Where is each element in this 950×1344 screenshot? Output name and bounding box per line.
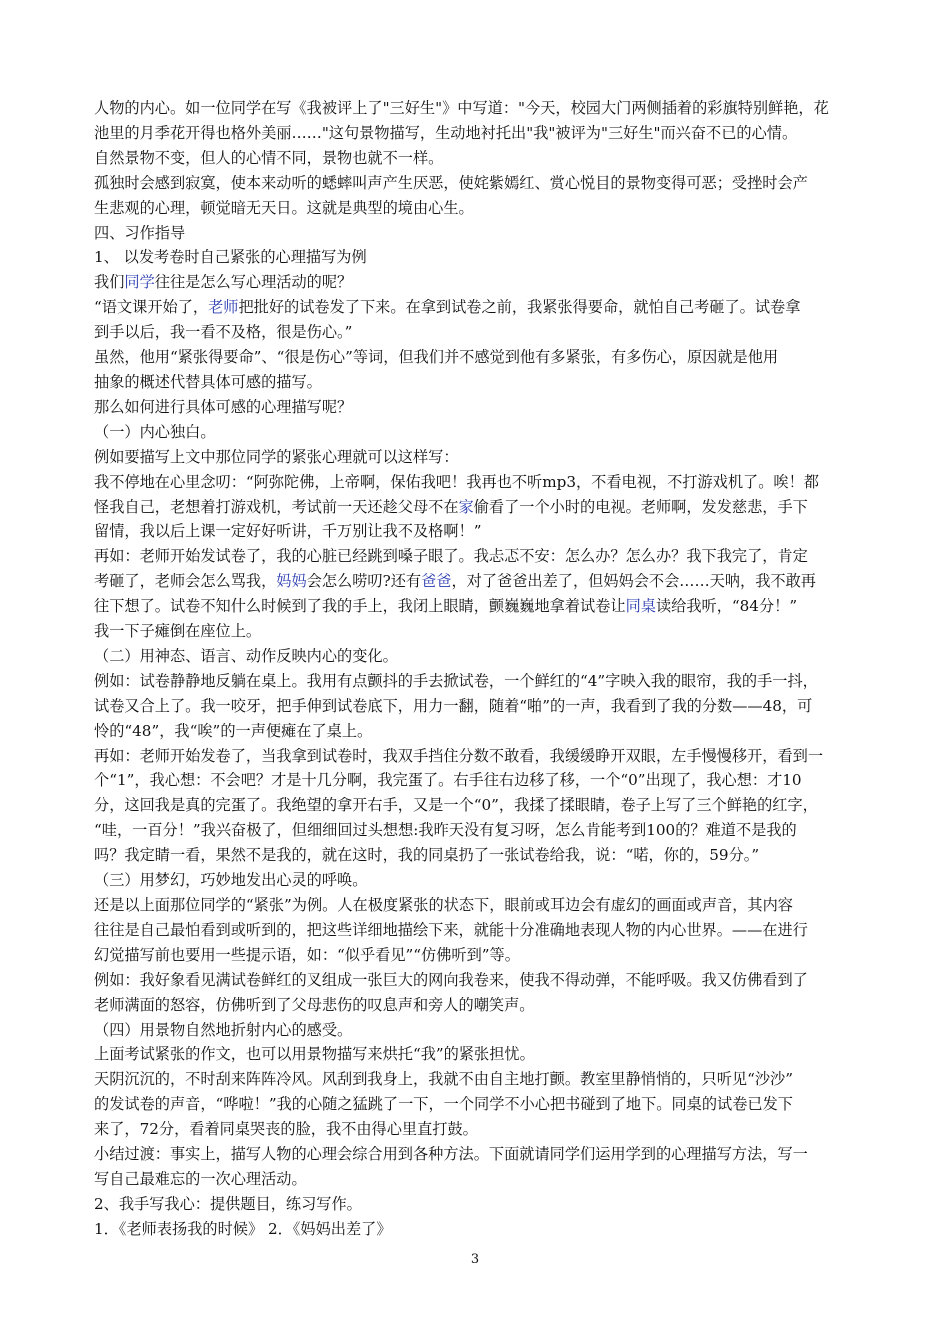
text-line: 抽象的概述代替具体可感的描写。 <box>94 372 322 391</box>
text-line: 留情，我以后上课一定好好听讲，千万别让我不及格啊！” <box>94 522 482 541</box>
paragraph <box>94 1192 866 1217</box>
text-line: 老师满面的怒容，仿佛听到了父母悲伤的叹息声和旁人的嘲笑声。 <box>94 995 535 1014</box>
text-line: “语文课开始了，老师把批好的试卷发了下来。在拿到试卷之前，我紧张得要命，就怕自己考砸了。试卷拿 <box>94 298 801 317</box>
paragraph <box>94 544 866 644</box>
text-line: 再如：老师开始发试卷了，我的心脏已经跳到嗓子眼了。我忐忑不安：怎么办？怎么办？我下我完了，肯定 <box>94 547 808 566</box>
paragraph <box>94 345 866 395</box>
paragraph <box>94 470 866 545</box>
text-line: （一）内心独白。 <box>94 422 216 441</box>
link-同桌[interactable]: 同桌 <box>625 597 656 616</box>
text-line: 生悲观的心理，顿觉暗无天日。这就是典型的境由心生。 <box>94 198 474 217</box>
text-line: 到手以后，我一看不及格，很是伤心。” <box>94 323 353 342</box>
text-line: 那么如何进行具体可感的心理描写呢？ <box>94 397 353 416</box>
paragraph <box>94 171 866 221</box>
text-line: 往往是自己最怕看到或听到的，把这些详细地描绘下来，就能十分准确地表现人物的内心世界。——在进行 <box>94 920 808 939</box>
text-line: 1、 以发考卷时自己紧张的心理描写为例 <box>94 248 367 267</box>
text-line: 2、我手写我心：提供题目，练习写作。 <box>94 1194 362 1213</box>
text-line: 的发试卷的声音，“哗啦！”我的心随之猛跳了一下，一个同学不小心把书碰到了地下。同桌的试卷已发下 <box>94 1095 793 1114</box>
text-line: 我们同学往往是怎么写心理活动的呢？ <box>94 273 353 292</box>
text-line: 例如要描写上文中那位同学的紧张心理就可以这样写： <box>94 447 459 466</box>
text-line: 池里的月季花开得也格外美丽……"这句景物描写，生动地衬托出"我"被评为"三好生"而兴奋不已的心情。 <box>94 123 798 142</box>
text-line: 试卷又合上了。我一咬牙，把手伸到试卷底下，用力一翻，随着“啪”的一声，我看到了我的分数——48，可 <box>94 696 813 715</box>
text-line: 我一下子瘫倒在座位上。 <box>94 622 262 641</box>
paragraph <box>94 669 866 744</box>
text-line: 1．《老师表扬我的时候》 2．《妈妈出差了》 <box>94 1219 392 1238</box>
text-line: 个“1”，我心想：不会吧？才是十几分啊，我完蛋了。右手往右边移了移，一个“0”出现了，我心想：才10 <box>94 771 802 790</box>
paragraph <box>94 744 866 869</box>
paragraph <box>94 295 866 345</box>
text-line: 幻觉描写前也要用一些提示语，如：“似乎看见”“仿佛听到”等。 <box>94 945 520 964</box>
text-line: 来了，72分，看着同桌哭丧的脸，我不由得心里直打鼓。 <box>94 1120 478 1139</box>
text-line: 写自己最难忘的一次心理活动。 <box>94 1169 307 1188</box>
document-body <box>94 96 866 1242</box>
text-line: 例如：我好象看见满试卷鲜红的叉组成一张巨大的网向我卷来，使我不得动弹，不能呼吸。我又仿佛看到了 <box>94 970 808 989</box>
paragraph <box>94 1142 866 1192</box>
text-line: （二）用神态、语言、动作反映内心的变化。 <box>94 646 398 665</box>
paragraph <box>94 395 866 420</box>
text-line: 孤独时会感到寂寞，使本来动听的蟋蟀叫声产生厌恶，使姹紫嫣红、赏心悦目的景物变得可恶；受挫时会产 <box>94 173 808 192</box>
text-line: 我不停地在心里念叨：“阿弥陀佛，上帝啊，保佑我吧！我再也不听mp3，不看电视，不打游戏机了。唉！都 <box>94 472 819 491</box>
text-line: 天阴沉沉的，不时刮来阵阵冷风。风刮到我身上，我就不由自主地打颤。教室里静悄悄的，只听见“沙沙” <box>94 1070 793 1089</box>
paragraph <box>94 1067 866 1142</box>
text-line: 往下想了。试卷不知什么时候到了我的手上，我闭上眼睛，颤巍巍地拿着试卷让同桌读给我听，“84分！” <box>94 597 798 616</box>
text-line: 还是以上面那位同学的“紧张”为例。人在极度紧张的状态下，眼前或耳边会有虚幻的画面或声音，其内容 <box>94 896 793 914</box>
text-line: 再如：老师开始发卷了，当我拿到试卷时，我双手挡住分数不敢看，我缓缓睁开双眼，左手慢慢移开，看到一 <box>94 746 823 765</box>
paragraph <box>94 1018 866 1043</box>
link-同学[interactable]: 同学 <box>124 273 155 292</box>
text-line: 人物的内心。如一位同学在写《我被评上了"三好生"》中写道："今天，校园大门两侧插着的彩旗特别鲜艳，花 <box>94 99 829 117</box>
page-number: 3 <box>470 1252 480 1267</box>
text-line: 吗？我定睛一看，果然不是我的，就在这时，我的同桌扔了一张试卷给我，说：“喏，你的，59分。” <box>94 846 760 865</box>
text-line: 怜的“48”，我“唉”的一声便瘫在了桌上。 <box>94 721 373 740</box>
paragraph <box>94 868 866 893</box>
paragraph <box>94 1042 866 1067</box>
text-line: （三）用梦幻，巧妙地发出心灵的呼唤。 <box>94 871 368 890</box>
text-line: 怪我自己，老想着打游戏机，考试前一天还趁父母不在家偷看了一个小时的电视。老师啊，发发慈悲，手下 <box>94 497 808 516</box>
text-line: 自然景物不变，但人的心情不同，景物也就不一样。 <box>94 148 444 167</box>
text-line: 虽然，他用“紧张得要命”、“很是伤心”等词，但我们并不感觉到他有多紧张，有多伤心，原因就是他用 <box>94 348 779 367</box>
paragraph <box>94 644 866 669</box>
text-line: 小结过渡：事实上，描写人物的心理会综合用到各种方法。下面就请同学们运用学到的心理描写方法，写一 <box>94 1145 808 1164</box>
paragraph <box>94 96 866 146</box>
paragraph <box>94 445 866 470</box>
text-line: （四）用景物自然地折射内心的感受。 <box>94 1020 353 1039</box>
text-line: 四、习作指导 <box>94 223 186 242</box>
paragraph <box>94 968 866 1018</box>
paragraph <box>94 245 866 270</box>
text-line: 上面考试紧张的作文，也可以用景物描写来烘托“我”的紧张担忧。 <box>94 1045 535 1064</box>
link-妈妈[interactable]: 妈妈 <box>276 572 307 591</box>
paragraph <box>94 146 866 171</box>
text-line: 例如：试卷静静地反躺在桌上。我用有点颤抖的手去掀试卷，一个鲜红的“4”字映入我的眼帘，我的手一抖， <box>94 671 818 690</box>
paragraph <box>94 420 866 445</box>
text-line: “哇，一百分！”我兴奋极了，但细细回过头想想:我昨天没有复习呀，怎么肯能考到100的？难道不是我的 <box>94 821 797 840</box>
paragraph <box>94 270 866 295</box>
link-家[interactable]: 家 <box>458 497 474 516</box>
link-老师[interactable]: 老师 <box>208 298 239 317</box>
paragraph <box>94 1217 866 1242</box>
link-爸爸[interactable]: 爸爸 <box>421 572 452 591</box>
paragraph <box>94 221 866 246</box>
text-line: 考砸了，老师会怎么骂我，妈妈会怎么唠叨?还有爸爸，对了爸爸出差了，但妈妈会不会……天呐，我不敢再 <box>94 572 816 591</box>
paragraph <box>94 893 866 968</box>
text-line: 分，这回我是真的完蛋了。我绝望的拿开右手，又是一个“0”，我揉了揉眼睛，卷子上写了三个鲜艳的红字， <box>94 796 818 815</box>
